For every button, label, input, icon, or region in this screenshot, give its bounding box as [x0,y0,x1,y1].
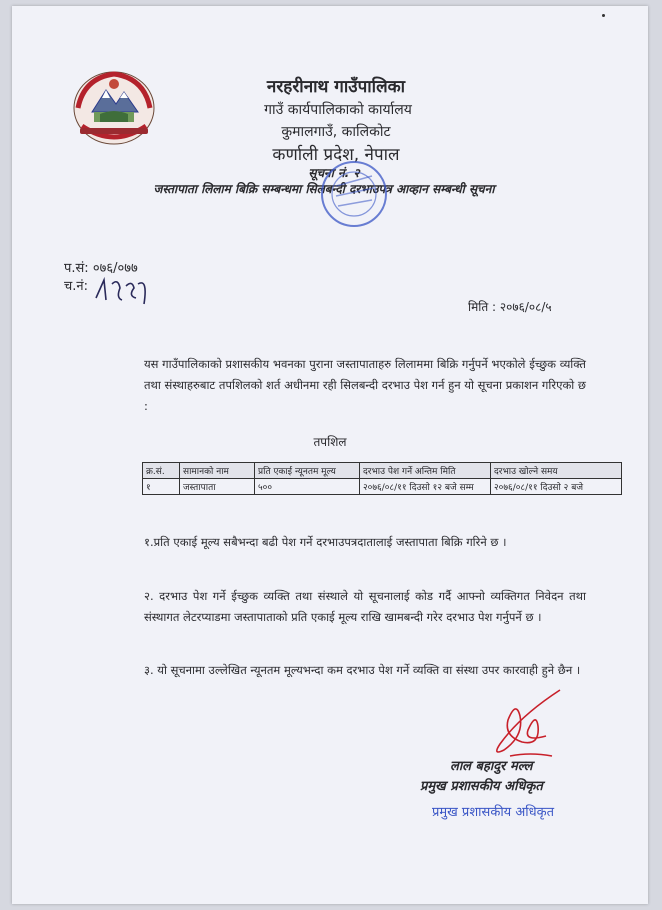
office-address: कुमालगाउँ, कालिकोट [281,124,391,140]
cell-serial: १ [143,479,180,495]
handwritten-signature-icon [480,686,568,762]
auction-details-table [142,462,622,495]
condition-1: १.प्रति एकाई मूल्य सबैभन्दा बढी पेश गर्ने दरभाउपत्रदातालाई जस्तापाता बिक्रि गरिने छ । [144,535,507,549]
table-row [143,479,622,495]
col-serial: क्र.सं. [143,463,180,479]
condition-2: २. दरभाउ पेश गर्ने ईच्छुक व्यक्ति तथा संस्थाले यो सूचनालाई कोड गर्दै आफ्नो व्यक्तिगत निवेदन तथा संस्थागत लेटरप्याडमा जस्तापाताको प्रति एकाई मूल्य राखि खामबन्दी गरेर दरभाउ पेश गर्नुपर्ने छ । [144,589,586,624]
signatory-name: लाल बहादुर मल्ल [450,759,533,774]
dispatch-number-label: च.नं: [64,279,88,294]
table-header-row [143,463,622,479]
intro-paragraph: यस गाउँपालिकाको प्रशासकीय भवनका पुराना जस्तापाताहरु लिलाममा बिक्रि गर्नुपर्ने भएकोले ईच्छुक व्यक्ति तथा संस्थाहरुबाट तपशिलको शर्त अधीनमा रही सिलबन्दी दरभाउ पेश गर्न हुन यो सूचना प्रकाशन गरिएको छ : [144,357,586,413]
col-last-date: दरभाउ पेश गर्ने अन्तिम मिति [360,463,491,479]
designation-stamp: प्रमुख प्रशासकीय अधिकृत [432,805,555,820]
cell-last-date: २०७६/०८/११ दिउसो १२ बजे सम्म [360,479,491,495]
document-page [12,6,648,904]
condition-3: ३. यो सूचनामा उल्लेखित न्यूनतम मूल्यभन्दा कम दरभाउ पेश गर्ने व्यक्ति वा संस्था उपर कारवाही हुने छैन । [144,663,581,677]
cell-min-price: ५०० [255,479,360,495]
col-min-price: प्रति एकाई न्यूनतम मूल्य [255,463,360,479]
province-country: कर्णाली प्रदेश, नेपाल [272,145,400,165]
palika-name: नरहरीनाथ गाउँपालिका [266,77,406,97]
col-item-name: सामानको नाम [180,463,255,479]
col-opening-time: दरभाउ खोल्ने समय [491,463,622,479]
cell-opening-time: २०७६/०८/११ दिउसो २ बजे [491,479,622,495]
notice-date: मिति : २०७६/०८/५ [468,300,552,314]
notice-number: सूचना नं. २ [308,166,360,180]
notice-subject: जस्तापाता लिलाम बिक्रि सम्बन्धमा सिलबन्दी दरभाउपत्र आव्हान सम्बन्धी सूचना [153,182,495,196]
letter-reference-number: प.सं: ०७६/०७७ [64,261,138,276]
office-name: गाउँ कार्यपालिकाको कार्यालय [264,102,412,118]
signatory-designation: प्रमुख प्रशासकीय अधिकृत [420,779,543,794]
cell-item-name: जस्तापाता [180,479,255,495]
ink-speck [602,14,605,17]
handwritten-dispatch-number-icon [92,274,152,308]
office-stamp-icon [302,146,402,236]
tapsil-heading: तपशिल [313,435,347,449]
